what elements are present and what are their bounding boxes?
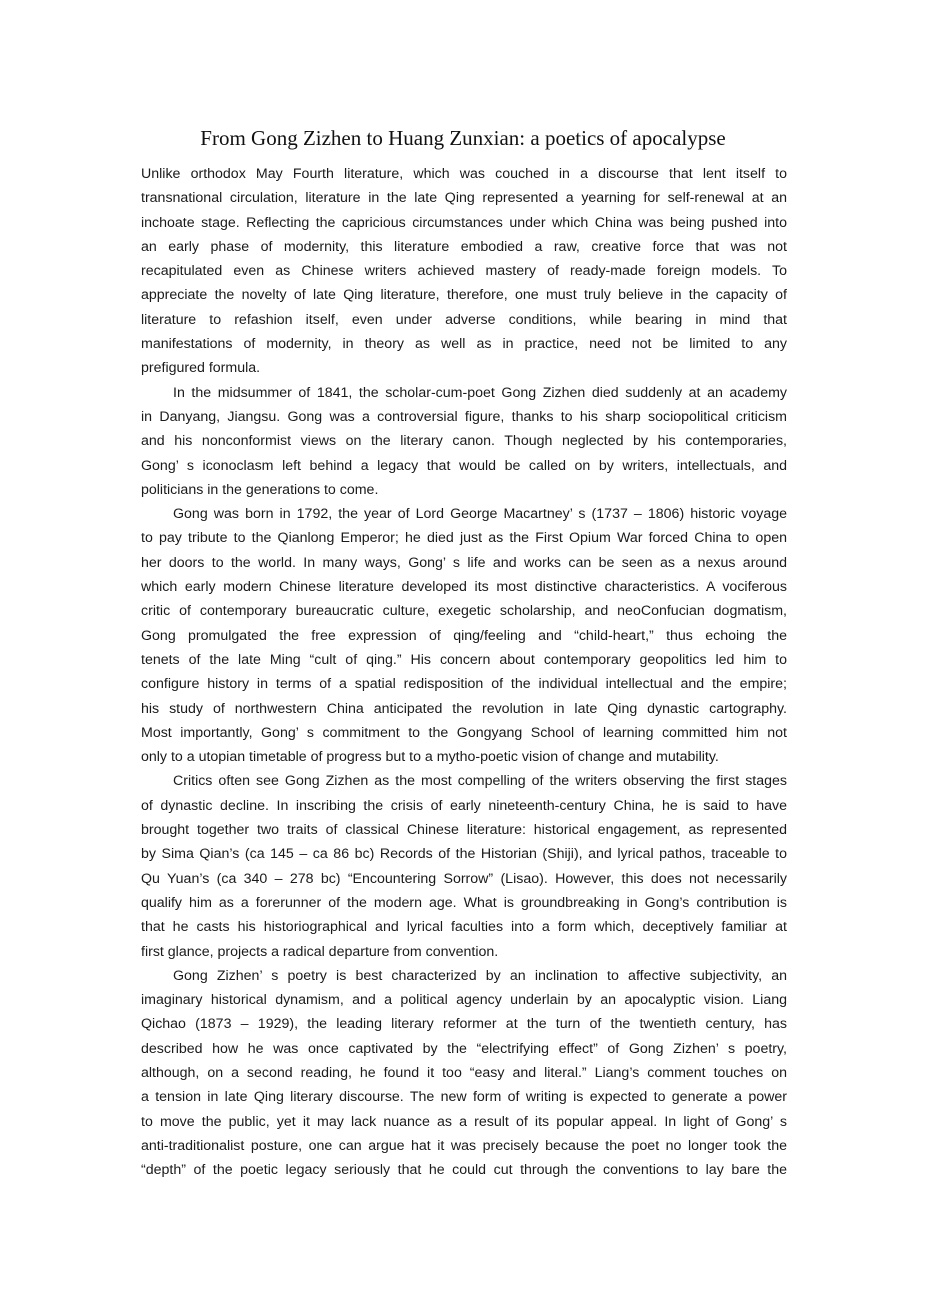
paragraph-line: and his nonconformist views on the literary canon. Though neglected by his contemporaries,: [141, 433, 787, 450]
paragraph-line: Qichao (1873 – 1929), the leading literary reformer at the turn of the twentieth century, has: [141, 1016, 787, 1033]
paragraph-line: literature to refashion itself, even under adverse conditions, while bearing in mind that: [141, 311, 787, 328]
paragraph-line: brought together two traits of classical Chinese literature: historical engagement, as represented: [141, 822, 787, 839]
paragraph-line: configure history in terms of a spatial redisposition of the individual intellectual and the empire;: [141, 676, 787, 693]
paragraph-line: to move the public, yet it may lack nuance as a result of its popular appeal. In light of Gong’ s: [141, 1113, 787, 1130]
paragraph-line: Qu Yuan’s (ca 340 – 278 bc) “Encountering Sorrow” (Lisao). However, this does not necessarily: [141, 870, 787, 887]
paragraph-line: critic of contemporary bureaucratic culture, exegetic scholarship, and neoConfucian dogmatism,: [141, 603, 787, 620]
paragraph-line: first glance, projects a radical departure from convention.: [141, 943, 499, 960]
paragraph-line: by Sima Qian’s (ca 145 – ca 86 bc) Records of the Historian (Shiji), and lyrical pathos, traceable to: [141, 846, 787, 863]
paragraph-line: described how he was once captivated by the “electrifying effect” of Gong Zizhen’ s poetry,: [141, 1040, 787, 1057]
paragraph-line: only to a utopian timetable of progress but to a mytho-poetic vision of change and mutability.: [141, 749, 719, 766]
paragraph-line: appreciate the novelty of late Qing literature, therefore, one must truly believe in the capacity of: [141, 287, 787, 304]
paragraph-line: inchoate stage. Reflecting the capricious circumstances under which China was being pushed into: [141, 214, 787, 231]
paragraph-line: Critics often see Gong Zizhen as the most compelling of the writers observing the first stages: [173, 773, 787, 790]
paragraph-line: that he casts his historiographical and lyrical faculties into a form which, deceptively familiar at: [141, 919, 787, 936]
paragraph-line: prefigured formula.: [141, 360, 261, 377]
paragraph-line: Most importantly, Gong’ s commitment to the Gongyang School of learning committed him not: [141, 724, 787, 741]
paragraph: [141, 381, 787, 502]
paragraph-line: his study of northwestern China anticipated the revolution in late Qing dynastic cartography.: [141, 700, 787, 717]
paragraph-line: although, on a second reading, he found it too “easy and literal.” Liang’s comment touches on: [141, 1064, 787, 1081]
document-title: From Gong Zizhen to Huang Zunxian: a poetics of apocalypse: [200, 126, 726, 150]
paragraph-line: her doors to the world. In many ways, Gong’ s life and works can be seen as a nexus around: [141, 554, 787, 571]
paragraph-line: politicians in the generations to come.: [141, 481, 379, 498]
paragraph-line: manifestations of modernity, in theory as well as in practice, need not be limited to any: [141, 336, 787, 353]
paragraph-line: anti-traditionalist posture, one can argue hat it was precisely because the poet no longer took the: [141, 1137, 787, 1154]
paragraph-line: an early phase of modernity, this literature embodied a raw, creative force that was not: [141, 238, 787, 255]
paragraph-line: tenets of the late Ming “cult of qing.” His concern about contemporary geopolitics led him to: [141, 651, 787, 668]
paragraph-line: of dynastic decline. In inscribing the crisis of early nineteenth-century China, he is said to have: [141, 797, 787, 814]
paragraph-line: in Danyang, Jiangsu. Gong was a controversial figure, thanks to his sharp sociopolitical criticism: [141, 408, 787, 425]
paragraph: [141, 162, 787, 381]
paragraph-line: which early modern Chinese literature developed its most distinctive characteristics. A vociferous: [141, 579, 787, 596]
paragraph-line: Gong was born in 1792, the year of Lord George Macartney’ s (1737 – 1806) historic voyage: [173, 506, 787, 523]
paragraph-line: recapitulated even as Chinese writers achieved mastery of ready-made foreign models. To: [141, 263, 787, 280]
paragraph: [141, 502, 787, 769]
paragraph-line: a tension in late Qing literary discourse. The new form of writing is expected to generate a power: [141, 1089, 787, 1106]
paragraph-line: to pay tribute to the Qianlong Emperor; he died just as the First Opium War forced China to open: [141, 530, 787, 547]
paragraph-line: qualify him as a forerunner of the modern age. What is groundbreaking in Gong’s contribution is: [141, 894, 787, 911]
paragraph-line: Gong Zizhen’ s poetry is best characterized by an inclination to affective subjectivity, an: [173, 967, 787, 984]
paragraph-line: In the midsummer of 1841, the scholar-cum-poet Gong Zizhen died suddenly at an academy: [173, 384, 787, 401]
paragraph-line: Unlike orthodox May Fourth literature, which was couched in a discourse that lent itself to: [141, 166, 787, 182]
paragraph-line: imaginary historical dynamism, and a political agency underlain by an apocalyptic vision. Liang: [141, 992, 787, 1009]
document-body: [141, 162, 787, 1182]
paragraph-line: Gong promulgated the free expression of qing/feeling and “child-heart,” thus echoing the: [141, 627, 787, 644]
paragraph-line: “depth” of the poetic legacy seriously that he could cut through the conventions to lay bare the: [141, 1162, 787, 1179]
paragraph: [141, 964, 787, 1183]
paragraph-line: Gong’ s iconoclasm left behind a legacy that would be called on by writers, intellectuals, and: [141, 457, 787, 474]
paragraph-line: transnational circulation, literature in the late Qing represented a yearning for self-renewal at an: [141, 190, 787, 207]
paragraph: [141, 769, 787, 963]
